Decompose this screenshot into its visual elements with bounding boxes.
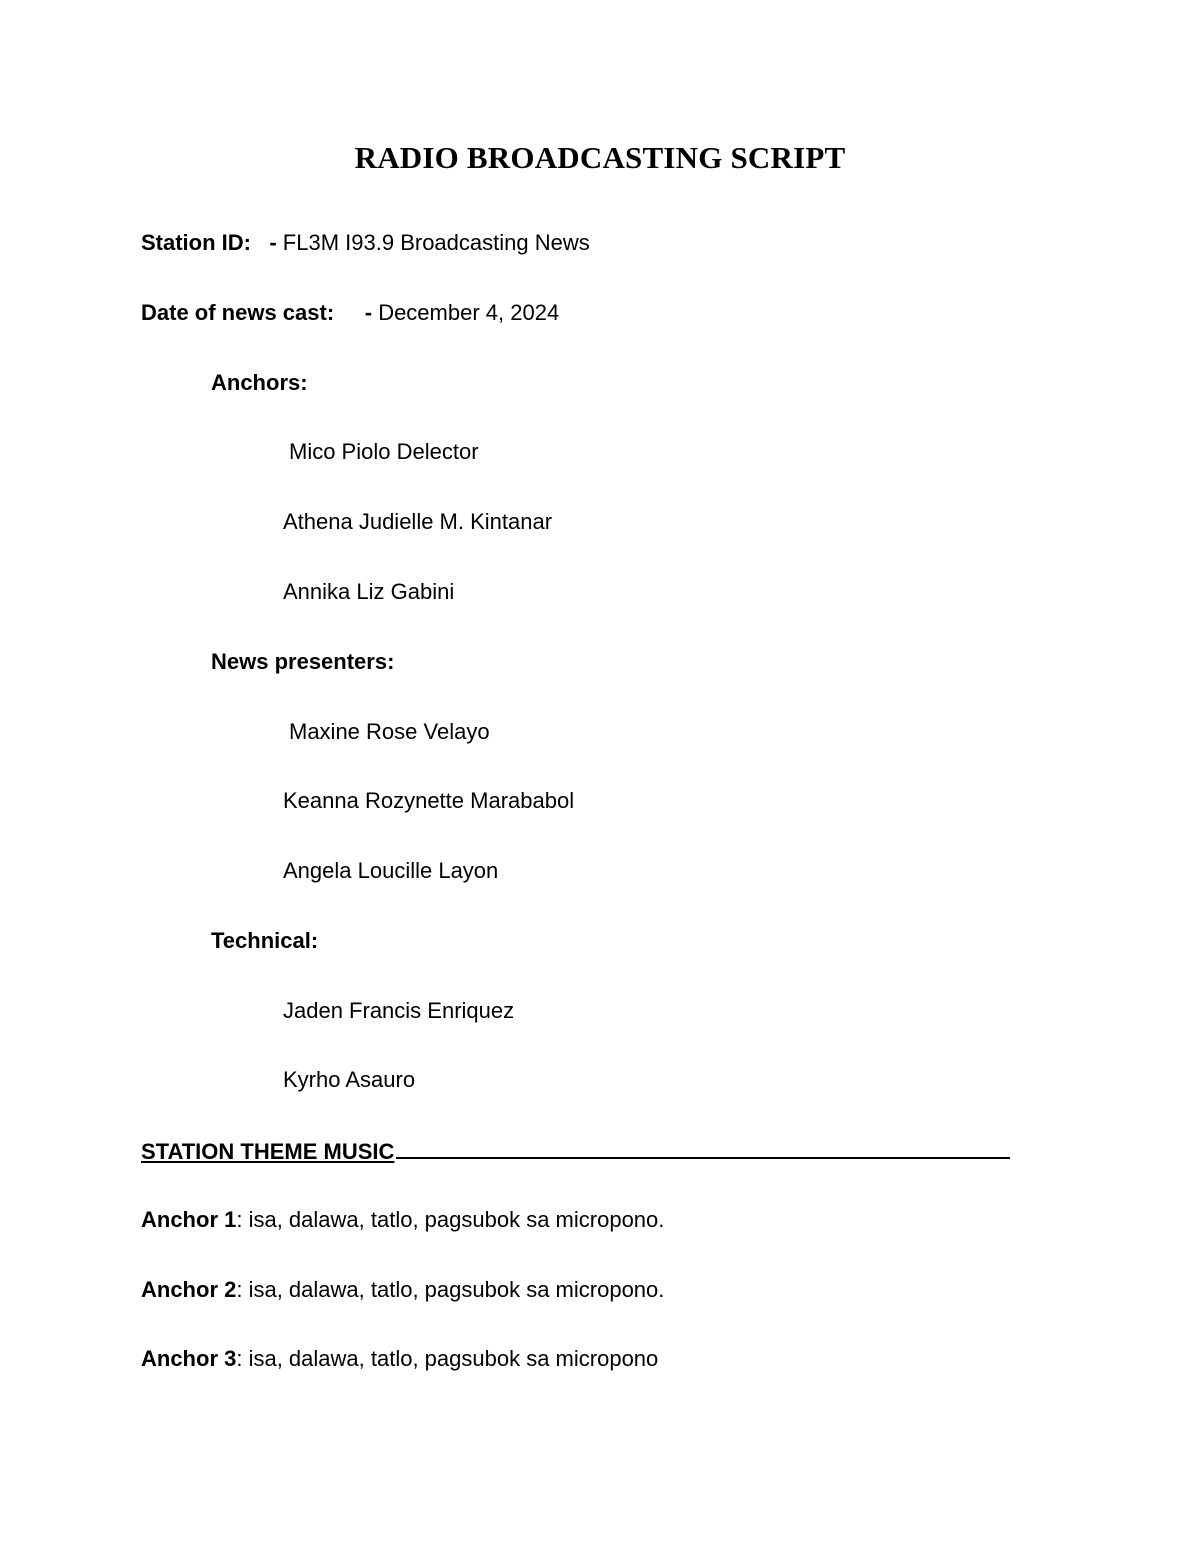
anchors-heading: Anchors: — [211, 370, 308, 395]
station-id-label: Station ID: — [141, 230, 251, 255]
technical-name: Jaden Francis Enriquez — [283, 998, 515, 1023]
presenter-name: Maxine Rose Velayo — [289, 719, 490, 744]
anchor-name: Annika Liz Gabini — [283, 579, 455, 604]
station-id-dash: - — [269, 230, 277, 255]
date-value: December 4, 2024 — [378, 300, 560, 325]
theme-music-line — [141, 1137, 1010, 1166]
technical-heading: Technical: — [211, 928, 319, 953]
station-id-line — [141, 229, 590, 257]
presenter-name: Angela Loucille Layon — [283, 858, 499, 883]
script-text: : isa, dalawa, tatlo, pagsubok sa micropono. — [236, 1207, 665, 1232]
date-label: Date of news cast: — [141, 300, 335, 325]
script-text: : isa, dalawa, tatlo, pagsubok sa micropono. — [236, 1277, 665, 1302]
presenters-heading: News presenters: — [211, 649, 395, 674]
document-title: RADIO BROADCASTING SCRIPT — [354, 140, 846, 175]
anchor-name: Athena Judielle M. Kintanar — [283, 509, 553, 534]
script-line — [141, 1206, 664, 1234]
date-dash: - — [364, 300, 373, 325]
station-id-value: FL3M I93.9 Broadcasting News — [282, 230, 590, 255]
script-speaker: Anchor 1 — [141, 1207, 237, 1232]
theme-music-label: STATION THEME MUSIC — [141, 1139, 395, 1164]
script-line — [141, 1345, 658, 1373]
script-speaker: Anchor 2 — [141, 1277, 237, 1302]
script-text: : isa, dalawa, tatlo, pagsubok sa micropono — [236, 1346, 659, 1371]
script-line — [141, 1276, 664, 1304]
anchor-name: Mico Piolo Delector — [289, 439, 479, 464]
theme-music-rule — [396, 1137, 1010, 1159]
date-line — [141, 299, 559, 327]
presenter-name: Keanna Rozynette Marababol — [283, 788, 575, 813]
technical-name: Kyrho Asauro — [283, 1067, 416, 1092]
script-speaker: Anchor 3 — [141, 1346, 237, 1371]
